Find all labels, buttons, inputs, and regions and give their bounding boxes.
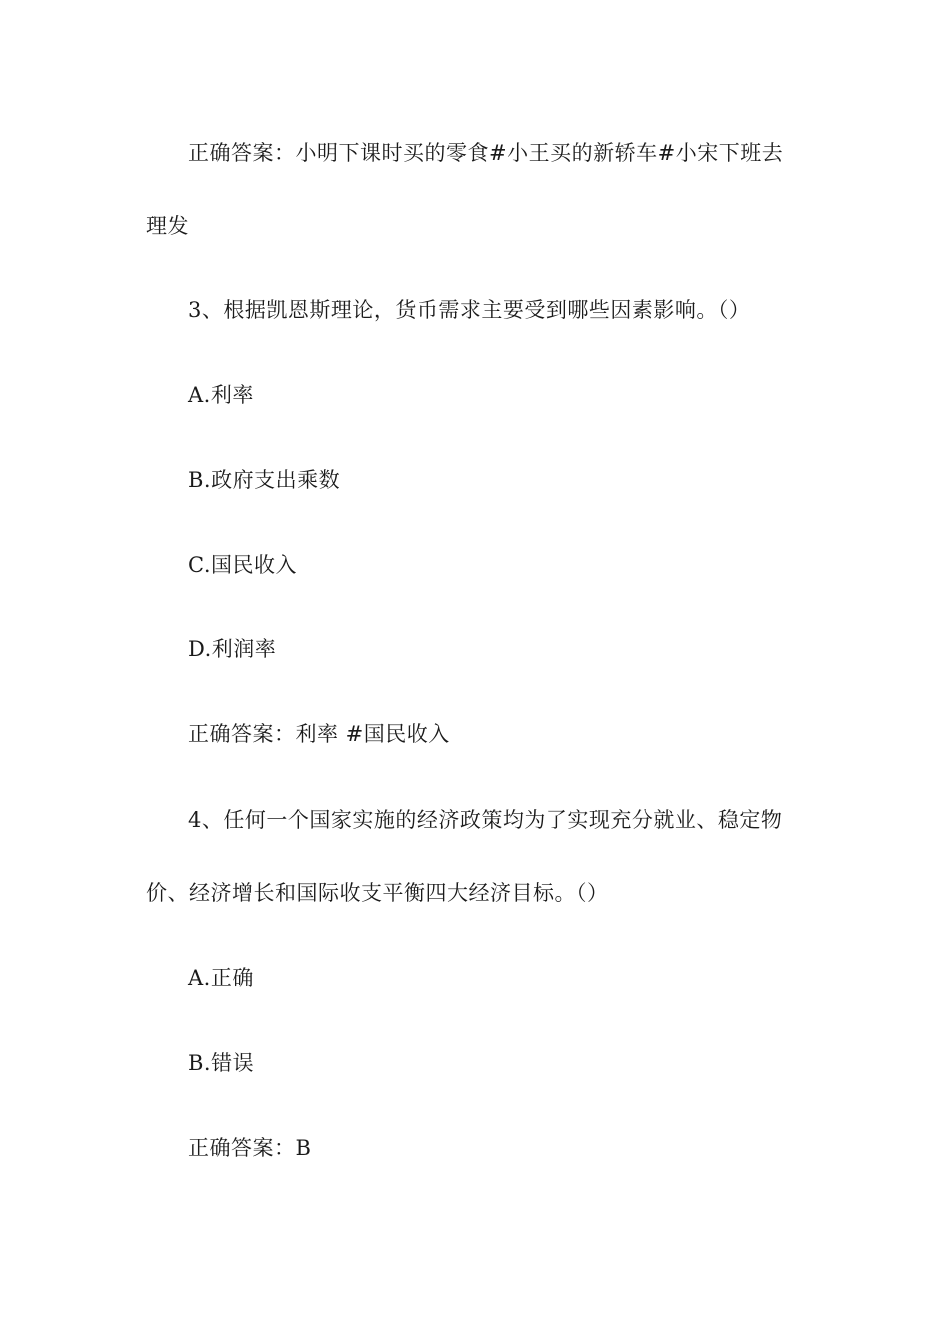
- q3-question: 3、根据凯恩斯理论，货币需求主要受到哪些因素影响。（）: [188, 298, 751, 322]
- q4-option-a: A.正确: [188, 966, 254, 990]
- q3-answer: 正确答案：利率 #国民收入: [188, 722, 450, 746]
- q2-answer-line-1: 正确答案：小明下课时买的零食#小王买的新轿车#小宋下班去: [188, 141, 784, 165]
- q3-option-a: A.利率: [188, 383, 254, 407]
- q4-question-line-2: 价、经济增长和国际收支平衡四大经济目标。（）: [146, 881, 609, 905]
- q3-option-b: B.政府支出乘数: [188, 468, 341, 492]
- q4-option-b: B.错误: [188, 1051, 255, 1075]
- q4-answer: 正确答案：B: [188, 1136, 312, 1160]
- q4-question-line-1: 4、任何一个国家实施的经济政策均为了实现充分就业、稳定物: [188, 808, 783, 832]
- q3-option-c: C.国民收入: [188, 553, 297, 577]
- q3-option-d: D.利润率: [188, 637, 277, 661]
- q2-answer-line-2: 理发: [146, 214, 189, 238]
